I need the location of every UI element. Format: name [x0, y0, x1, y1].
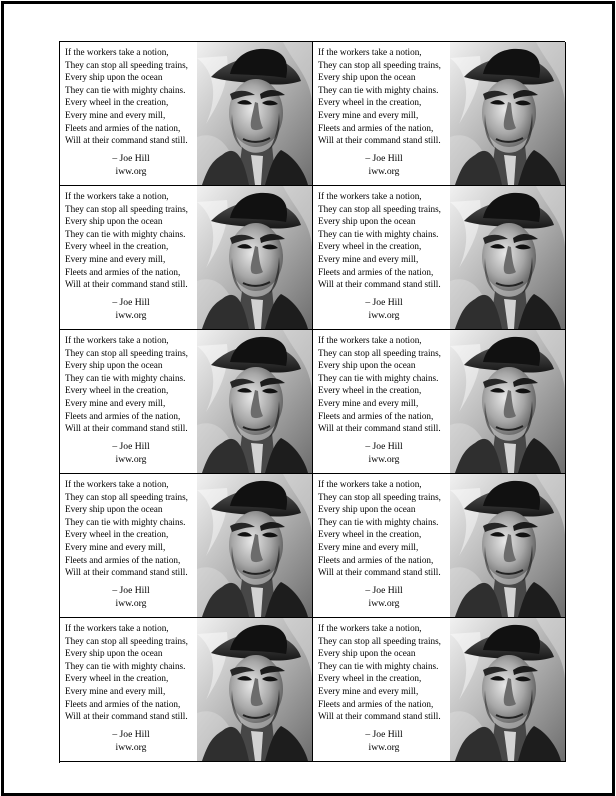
quote-attribution: – Joe Hill [112, 440, 150, 452]
joe-hill-portrait [450, 618, 565, 761]
joe-hill-portrait [197, 474, 312, 617]
website-url: iww.org [368, 309, 400, 321]
quote-line: Fleets and armies of the nation, [65, 554, 181, 565]
quote-line: If the workers take a notion, [318, 47, 422, 57]
quote-line: They can stop all speeding trains, [65, 347, 188, 358]
quote-line: Will at their command stand still. [65, 423, 188, 434]
quote-line: If the workers take a notion, [65, 335, 169, 345]
quote-line: Every mine and every mill, [318, 541, 419, 552]
quote-line: Every mine and every mill, [65, 541, 166, 552]
quote-text [313, 618, 450, 761]
joe-hill-portrait [197, 42, 312, 185]
quote-text [313, 474, 450, 617]
quote-line: If the workers take a notion, [65, 191, 169, 201]
quote-line: They can tie with mighty chains. [65, 372, 186, 383]
quote-line: Fleets and armies of the nation, [318, 122, 434, 133]
quote-text [60, 618, 197, 761]
quote-line: If the workers take a notion, [65, 623, 169, 633]
quote-line: Will at their command stand still. [318, 567, 441, 578]
quote-line: Every wheel in the creation, [318, 241, 422, 252]
quote-line: If the workers take a notion, [318, 335, 422, 345]
quote-line: They can stop all speeding trains, [318, 635, 441, 646]
quote-line: Fleets and armies of the nation, [65, 266, 181, 277]
page-frame [1, 1, 615, 796]
quote-card-1 [60, 42, 313, 186]
quote-attribution: – Joe Hill [365, 584, 403, 596]
quote-line: Every ship upon the ocean [318, 216, 416, 227]
quote-line: They can tie with mighty chains. [318, 516, 439, 527]
quote-line: Every mine and every mill, [65, 253, 166, 264]
quote-card-8 [313, 474, 566, 618]
quote-line: Will at their command stand still. [65, 567, 188, 578]
quote-line: They can stop all speeding trains, [65, 203, 188, 214]
quote-card-5 [60, 330, 313, 474]
quote-text [60, 186, 197, 329]
quote-line: If the workers take a notion, [65, 47, 169, 57]
quote-card-6 [313, 330, 566, 474]
quote-line: Every mine and every mill, [65, 397, 166, 408]
joe-hill-portrait [450, 42, 565, 185]
quote-line: Will at their command stand still. [65, 279, 188, 290]
website-url: iww.org [115, 165, 147, 177]
website-url: iww.org [115, 453, 147, 465]
quote-line: If the workers take a notion, [65, 479, 169, 489]
quote-line: They can tie with mighty chains. [65, 660, 186, 671]
quote-line: Every ship upon the ocean [65, 360, 163, 371]
quote-attribution: – Joe Hill [112, 584, 150, 596]
quote-line: Will at their command stand still. [65, 135, 188, 146]
card-sheet [59, 41, 565, 763]
quote-attribution: – Joe Hill [365, 728, 403, 740]
quote-line: Every mine and every mill, [65, 109, 166, 120]
joe-hill-portrait [450, 186, 565, 329]
quote-line: If the workers take a notion, [318, 479, 422, 489]
quote-text [313, 330, 450, 473]
quote-line: Fleets and armies of the nation, [65, 698, 181, 709]
quote-card-2 [313, 42, 566, 186]
quote-attribution: – Joe Hill [112, 152, 150, 164]
quote-card-4 [313, 186, 566, 330]
quote-line: Every mine and every mill, [318, 685, 419, 696]
quote-line: Will at their command stand still. [65, 711, 188, 722]
quote-line: Every wheel in the creation, [318, 529, 422, 540]
quote-attribution: – Joe Hill [365, 440, 403, 452]
quote-line: They can stop all speeding trains, [318, 59, 441, 70]
quote-line: They can stop all speeding trains, [65, 635, 188, 646]
joe-hill-portrait [450, 474, 565, 617]
quote-line: Every ship upon the ocean [318, 648, 416, 659]
quote-line: Every wheel in the creation, [65, 529, 169, 540]
quote-attribution: – Joe Hill [365, 152, 403, 164]
quote-card-7 [60, 474, 313, 618]
quote-line: Every wheel in the creation, [318, 673, 422, 684]
quote-text [313, 186, 450, 329]
website-url: iww.org [368, 597, 400, 609]
quote-line: They can tie with mighty chains. [318, 372, 439, 383]
quote-text [60, 330, 197, 473]
quote-line: They can tie with mighty chains. [65, 228, 186, 239]
joe-hill-portrait [197, 330, 312, 473]
quote-line: Every ship upon the ocean [65, 504, 163, 515]
quote-line: Will at their command stand still. [318, 279, 441, 290]
quote-line: Every wheel in the creation, [318, 385, 422, 396]
website-url: iww.org [368, 741, 400, 753]
website-url: iww.org [115, 597, 147, 609]
quote-line: Every wheel in the creation, [318, 97, 422, 108]
quote-line: They can stop all speeding trains, [65, 59, 188, 70]
quote-line: They can stop all speeding trains, [65, 491, 188, 502]
quote-line: Will at their command stand still. [318, 711, 441, 722]
quote-line: Every ship upon the ocean [65, 216, 163, 227]
quote-line: They can tie with mighty chains. [65, 84, 186, 95]
quote-attribution: – Joe Hill [112, 296, 150, 308]
quote-line: Fleets and armies of the nation, [65, 122, 181, 133]
joe-hill-portrait [197, 618, 312, 761]
quote-card-10 [313, 618, 566, 762]
website-url: iww.org [368, 453, 400, 465]
quote-line: Will at their command stand still. [318, 423, 441, 434]
website-url: iww.org [115, 309, 147, 321]
quote-card-3 [60, 186, 313, 330]
quote-line: They can tie with mighty chains. [65, 516, 186, 527]
quote-line: They can tie with mighty chains. [318, 228, 439, 239]
website-url: iww.org [368, 165, 400, 177]
quote-line: Fleets and armies of the nation, [318, 554, 434, 565]
quote-line: Fleets and armies of the nation, [318, 266, 434, 277]
quote-line: Will at their command stand still. [318, 135, 441, 146]
quote-line: Every mine and every mill, [318, 397, 419, 408]
quote-line: Fleets and armies of the nation, [318, 698, 434, 709]
quote-line: Every mine and every mill, [65, 685, 166, 696]
quote-line: They can stop all speeding trains, [318, 203, 441, 214]
quote-text [313, 42, 450, 185]
quote-line: Every mine and every mill, [318, 109, 419, 120]
quote-text [60, 42, 197, 185]
quote-line: Every ship upon the ocean [318, 504, 416, 515]
quote-line: Every wheel in the creation, [65, 241, 169, 252]
quote-line: Fleets and armies of the nation, [318, 410, 434, 421]
quote-line: If the workers take a notion, [318, 623, 422, 633]
website-url: iww.org [115, 741, 147, 753]
joe-hill-portrait [450, 330, 565, 473]
quote-line: Every ship upon the ocean [65, 648, 163, 659]
quote-attribution: – Joe Hill [112, 728, 150, 740]
quote-card-9 [60, 618, 313, 762]
quote-line: Fleets and armies of the nation, [65, 410, 181, 421]
quote-line: If the workers take a notion, [318, 191, 422, 201]
quote-attribution: – Joe Hill [365, 296, 403, 308]
quote-line: They can stop all speeding trains, [318, 491, 441, 502]
quote-line: Every ship upon the ocean [318, 72, 416, 83]
quote-line: Every ship upon the ocean [318, 360, 416, 371]
quote-line: Every wheel in the creation, [65, 385, 169, 396]
quote-line: They can tie with mighty chains. [318, 660, 439, 671]
quote-line: They can tie with mighty chains. [318, 84, 439, 95]
quote-line: Every wheel in the creation, [65, 673, 169, 684]
quote-line: Every mine and every mill, [318, 253, 419, 264]
quote-line: Every wheel in the creation, [65, 97, 169, 108]
quote-line: They can stop all speeding trains, [318, 347, 441, 358]
quote-text [60, 474, 197, 617]
joe-hill-portrait [197, 186, 312, 329]
quote-line: Every ship upon the ocean [65, 72, 163, 83]
